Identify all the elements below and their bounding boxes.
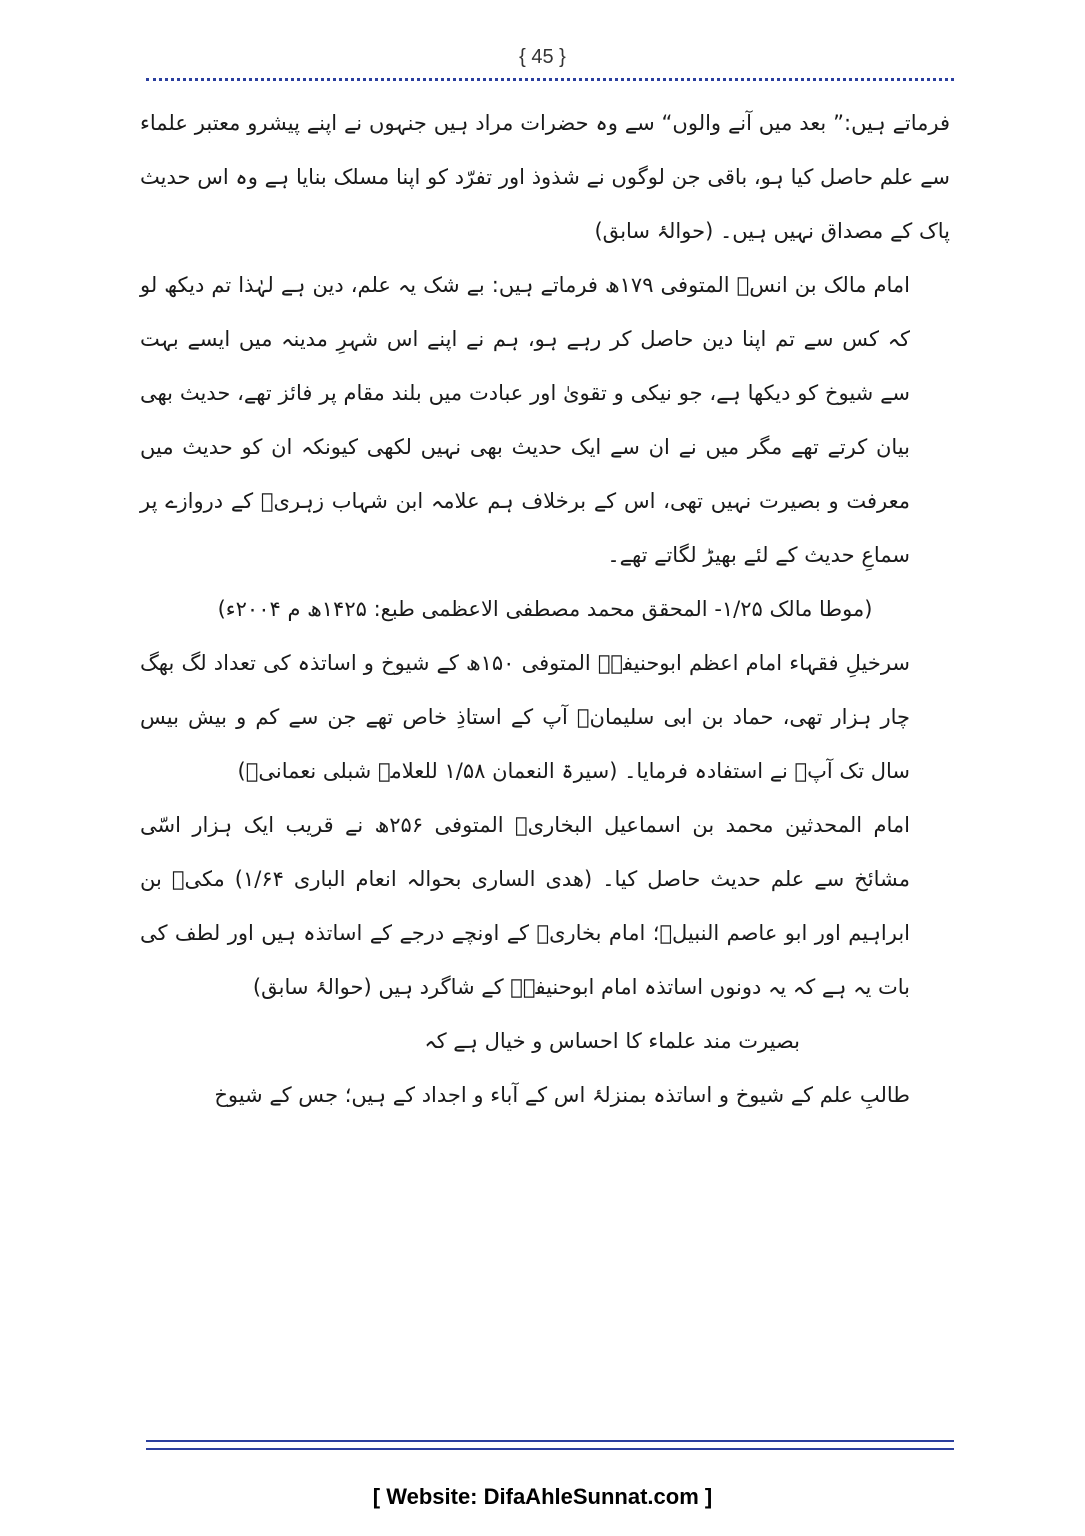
- website-footer: [ Website: DifaAhleSunnat.com ]: [372, 1484, 713, 1509]
- paragraph: بصیرت مند علماء کا احساس و خیال ہے کہ: [424, 1029, 800, 1053]
- paragraph: امام المحدثین محمد بن اسماعیل البخاریؒ المتوفی ۲۵۶ھ نے قریب ایک ہزار اسّی مشائخ سے علم حدیث حاصل کیا۔ (ھدی الساری بحوالہ انعام الباری ۱/۶۴) مکیؒ بن ابراہیم اور ابو عاصم النبیلؒ؛ امام بخاریؒ کے اونچے درجے کے اساتذہ ہیں اور لطف کی بات یہ ہے کہ یہ دونوں اساتذہ امام ابوحنیفہؒ کے شاگرد ہیں (حوالۂ سابق): [140, 813, 911, 999]
- reference-citation: (موطا مالک ۱/۲۵- المحقق محمد مصطفی الاعظمی طبع: ۱۴۲۵ھ م ۲۰۰۴ء): [217, 597, 873, 621]
- header-dotted-divider: [146, 78, 954, 81]
- page-body: [140, 96, 950, 1122]
- paragraph: امام مالک بن انسؒ المتوفی ۱۷۹ھ فرماتے ہیں: بے شک یہ علم، دین ہے لہٰذا تم دیکھ لو کہ کس سے تم اپنا دین حاصل کر رہے ہو، ہم نے اپنے اس شہرِ مدینہ میں ایسے بہت سے شیوخ کو دیکھا ہے، جو نیکی و تقویٰ اور عبادت میں بلند مقام پر فائز تھے، حدیث بھی بیان کرتے تھے مگر میں نے ان سے ایک حدیث بھی نہیں لکھی کیونکہ ان کو حدیث میں معرفت و بصیرت نہیں تھی، اس کے برخلاف ہم علامہ ابن شہاب زہریؒ کے دروازے پر سماعِ حدیث کے لئے بھیڑ لگاتے تھے۔: [140, 273, 910, 567]
- paragraph: طالبِ علم کے شیوخ و اساتذہ بمنزلۂ اس کے آباء و اجداد کے ہیں؛ جس کے شیوخ: [214, 1083, 910, 1107]
- paragraph: فرماتے ہیں:” بعد میں آنے والوں“ سے وہ حضرات مراد ہیں جنہوں نے اپنے پیشرو معتبر علماء سے علم حاصل کیا ہو، باقی جن لوگوں نے شذوذ اور تفرّد کو اپنا مسلک بنایا ہے وہ اس حدیث پاک کے مصداق نہیں ہیں۔ (حوالۂ سابق): [140, 111, 950, 243]
- page-number: { 45 }: [519, 46, 566, 68]
- footer-double-divider: [146, 1440, 954, 1450]
- paragraph: سرخیلِ فقہاء امام اعظم ابوحنیفہؒ المتوفی ۱۵۰ھ کے شیوخ و اساتذہ کی تعداد لگ بھگ چار ہزار تھی، حماد بن ابی سلیمانؒ آپ کے استاذِ خاص تھے جن سے کم و بیش بیس سال تک آپؒ نے استفادہ فرمایا۔ (سیرۃ النعمان ۱/۵۸ للعلامہ شبلی نعمانیؒ): [140, 651, 911, 783]
